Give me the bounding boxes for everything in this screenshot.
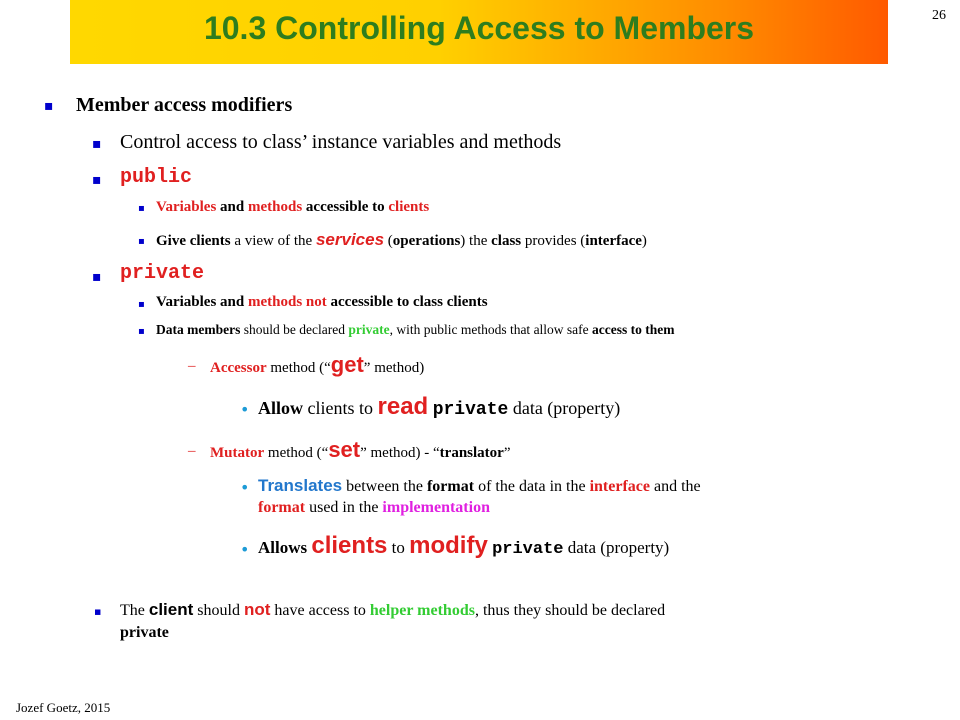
- square-bullet-icon: ▪: [92, 136, 102, 152]
- bullet-public-detail-1: Variables and methods accessible to clients: [156, 199, 430, 215]
- slide-title: 10.3 Controlling Access to Members: [203, 10, 755, 46]
- bullet-private-detail-2: Data members should be declared private, with public methods that allow safe access to them: [156, 322, 675, 337]
- bullet-helper-methods: The client should not have access to helper methods, thus they should be declared: [120, 600, 666, 619]
- mutator-detail-1-cont: format used in the implementation: [258, 499, 490, 516]
- square-bullet-icon: ▪: [138, 326, 145, 337]
- dot-bullet-icon: •: [240, 400, 250, 419]
- mutator-detail-2: Allows clients to modify private data (property): [258, 532, 670, 559]
- dot-bullet-icon: •: [240, 540, 250, 559]
- footer-author: Jozef Goetz, 2015: [16, 700, 111, 715]
- square-bullet-icon: ▪: [138, 203, 145, 214]
- mutator-detail-1: Translates between the format of the data in the interface and the: [258, 476, 701, 495]
- bullet-private: private: [120, 262, 205, 285]
- square-bullet-icon: ▪: [44, 98, 54, 114]
- accessor-method-line: Accessor method (“get” method): [210, 352, 425, 377]
- square-bullet-icon: ▪: [92, 172, 102, 188]
- slide-number: 26: [932, 8, 946, 23]
- bullet-helper-methods-cont: private: [120, 624, 169, 641]
- bullet-private-detail-1: Variables and methods not accessible to class clients: [156, 294, 488, 310]
- bullet-member-access: Member access modifiers: [76, 94, 293, 116]
- bullet-public: public: [120, 166, 193, 189]
- bullet-public-detail-2: Give clients a view of the services (operations) the class provides (interface): [156, 230, 647, 249]
- bullet-control-access: Control access to class’ instance variables and methods: [120, 131, 562, 153]
- mutator-method-line: Mutator method (“set” method) - “translator”: [210, 437, 511, 462]
- dash-bullet-icon: –: [188, 443, 196, 459]
- square-bullet-icon: ▪: [138, 299, 145, 310]
- dot-bullet-icon: •: [240, 478, 250, 497]
- title-bar: [70, 0, 888, 64]
- accessor-detail: Allow clients to read private data (property): [258, 393, 621, 420]
- square-bullet-icon: ▪: [92, 269, 102, 285]
- square-bullet-icon: ▪: [138, 236, 145, 247]
- dash-bullet-icon: –: [188, 358, 196, 374]
- square-bullet-icon: ▪: [94, 605, 102, 618]
